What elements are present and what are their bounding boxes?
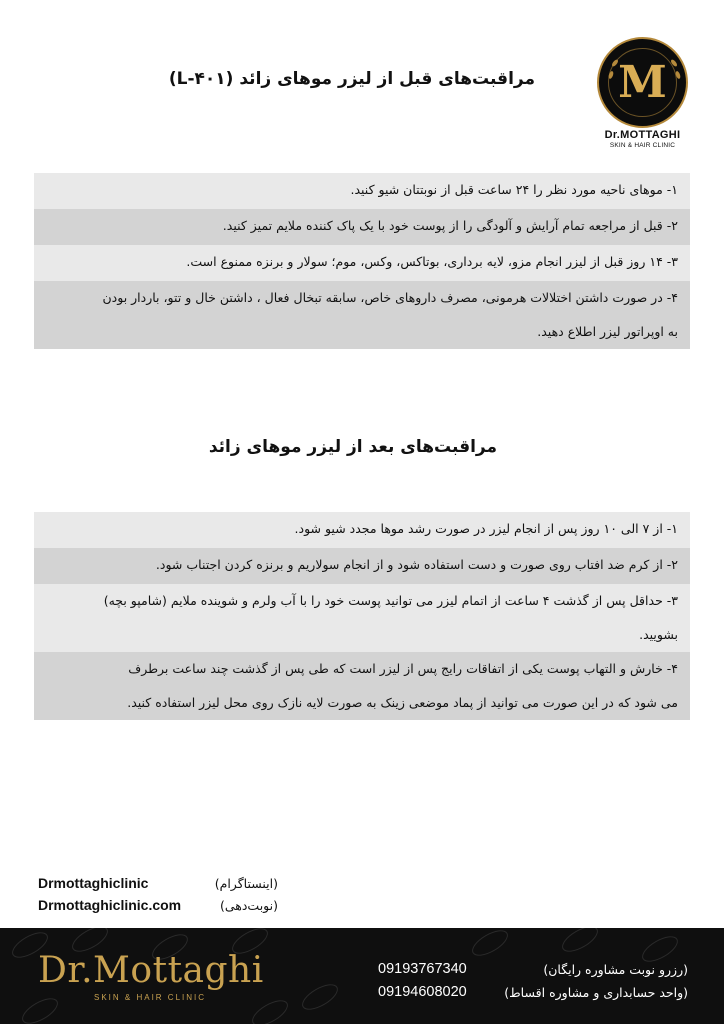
after-item-3 xyxy=(34,584,690,652)
before-item-4-line-2: به اوپراتور لیزر اطلاع دهید. xyxy=(537,324,678,339)
before-item-4-line-1: ۴- در صورت داشتن اختلالات هرمونی، مصرف داروهای خاص، سابقه تبخال فعال ، داشتن خال و تتو، باردار بودن xyxy=(102,290,678,305)
brand-name: Dr.MOTTAGHI xyxy=(604,129,681,141)
footer-logo-subtitle: SKIN & HAIR CLINIC xyxy=(94,993,207,1002)
footer-bar xyxy=(0,928,724,1024)
after-item-4-line-2: می شود که در این صورت می توانید از پماد موضعی زینک به صورت لایه نازک روی محل لیزر استفاده کنید. xyxy=(127,695,678,710)
leaf-pattern-icon xyxy=(18,993,62,1024)
instagram-handle[interactable]: Drmottaghiclinic xyxy=(38,875,149,891)
after-item-3-line-2: بشویید. xyxy=(639,627,678,642)
website-label: (نوبت‌دهی) xyxy=(219,898,278,913)
after-item-4-line-1: ۴- خارش و التهاب پوست یکی از اتفاقات رایج پس از لیزر است که طی پس از گذشت چند ساعت برطرف xyxy=(128,661,678,676)
leaf-pattern-icon xyxy=(558,928,602,957)
after-item-3-line-1: ۳- حداقل پس از گذشت ۴ ساعت از اتمام لیزر می توانید پوست خود را با آب ولرم و شوینده ملایم (شامپو بچه) xyxy=(103,593,678,608)
before-item-3 xyxy=(34,245,690,281)
after-item-2-line-1: ۲- از کرم ضد افتاب روی صورت و دست استفاده شود و از انجام سولاریم و برنزه کردن اجتناب شود. xyxy=(155,557,678,572)
before-item-3-line-1: ۳- ۱۴ روز قبل از لیزر انجام مزو، لایه برداری، بوتاکس، وکس، موم؛ سولار و برنزه ممنوع است. xyxy=(186,254,678,269)
after-item-1-line-1: ۱- از ۷ الی ۱۰ روز پس از انجام لیزر در صورت رشد موها مجدد شیو شود. xyxy=(294,521,678,536)
instagram-label: (اینستاگرام) xyxy=(214,876,278,891)
website-link[interactable]: Drmottaghiclinic.com xyxy=(38,897,182,913)
clinic-logo xyxy=(597,37,688,128)
after-item-1 xyxy=(34,512,690,548)
phone-accounting[interactable]: 09194608020 xyxy=(378,984,467,1000)
before-care-list xyxy=(34,173,690,349)
leaf-pattern-icon xyxy=(298,979,342,1015)
before-item-1-line-1: ۱- موهای ناحیه مورد نظر را ۲۴ ساعت قبل از نوبتتان شیو کنید. xyxy=(350,182,678,197)
before-item-2 xyxy=(34,209,690,245)
leaf-pattern-icon xyxy=(468,928,512,961)
leaf-pattern-icon xyxy=(248,995,292,1024)
section-after-title: مراقبت‌های بعد از لیزر موهای زائد xyxy=(208,437,497,457)
before-item-1 xyxy=(34,173,690,209)
footer-logo: Dr.Mottaghi xyxy=(38,950,264,991)
after-care-list xyxy=(34,512,690,720)
phone-reservation[interactable]: 09193767340 xyxy=(378,961,467,977)
phone-reservation-label: (رزرو نوبت مشاوره رایگان) xyxy=(543,962,688,977)
after-item-2 xyxy=(34,548,690,584)
phone-accounting-label: (واحد حسابداری و مشاوره اقساط) xyxy=(504,985,688,1000)
before-item-2-line-1: ۲- قبل از مراجعه تمام آرایش و آلودگی را از پوست خود با یک پاک کننده ملایم تمیز کنید. xyxy=(222,218,678,233)
logo-letter: M xyxy=(618,57,667,108)
section-before-title: مراقبت‌های قبل از لیزر موهای زائد (L-۴۰۱) xyxy=(168,69,535,89)
before-item-4 xyxy=(34,281,690,349)
after-item-4 xyxy=(34,652,690,720)
brand-subtitle: SKIN & HAIR CLINIC xyxy=(609,142,676,149)
